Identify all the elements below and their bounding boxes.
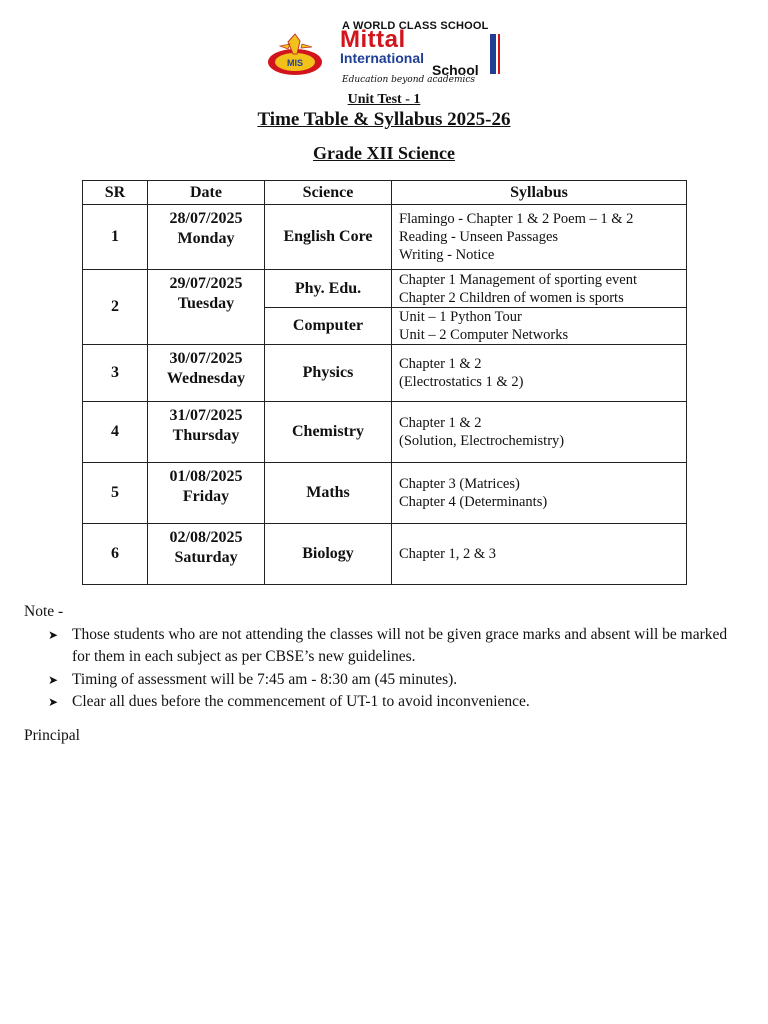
arrow-bullet-icon: ➤	[48, 627, 59, 642]
subject-cell: Chemistry	[265, 402, 392, 463]
subject-cell: Computer	[265, 308, 392, 345]
syllabus-cell	[392, 463, 687, 524]
subject-cell: Maths	[265, 463, 392, 524]
syllabus-line: Chapter 4 (Determinants)	[399, 494, 548, 510]
date-cell	[148, 402, 265, 463]
logo-name-line3: School	[432, 62, 479, 78]
list-item	[24, 691, 744, 714]
date-cell	[148, 463, 265, 524]
syllabus-cell	[392, 205, 687, 270]
syllabus-line: (Electrostatics 1 & 2)	[399, 374, 524, 390]
subject-cell: English Core	[265, 205, 392, 270]
syllabus-line: Writing - Notice	[399, 247, 495, 263]
syllabus-cell	[392, 524, 687, 585]
logo-name-line1: Mittal	[340, 26, 406, 53]
column-header-date: Date	[148, 181, 265, 205]
day-text: Saturday	[174, 549, 238, 566]
date-cell	[148, 270, 265, 345]
sr-cell: 5	[83, 463, 148, 524]
note-text: Clear all dues before the commencement of UT-1 to avoid inconvenience.	[72, 693, 530, 710]
sr-cell: 6	[83, 524, 148, 585]
subject-cell: Phy. Edu.	[265, 270, 392, 308]
table-row	[83, 402, 687, 463]
logo-tagline: A WORLD CLASS SCHOOL	[342, 20, 489, 32]
date-cell	[148, 205, 265, 270]
syllabus-cell	[392, 402, 687, 463]
day-text: Thursday	[172, 427, 240, 444]
table-row	[83, 524, 687, 585]
school-logo	[262, 20, 508, 84]
logo-bar-red	[498, 34, 500, 74]
unit-test-heading: Unit Test - 1	[347, 92, 421, 107]
syllabus-line: Chapter 3 (Matrices)	[399, 476, 520, 492]
logo-bar-blue	[490, 34, 496, 74]
syllabus-line: Unit – 2 Computer Networks	[399, 327, 569, 343]
column-header-sr: SR	[83, 181, 148, 205]
day-text: Friday	[182, 488, 230, 505]
date-text: 01/08/2025	[169, 468, 243, 485]
notes-label: Note -	[24, 603, 64, 620]
day-text: Monday	[177, 230, 235, 247]
list-item	[24, 669, 744, 692]
date-cell	[148, 524, 265, 585]
subject-cell: Biology	[265, 524, 392, 585]
syllabus-line: Chapter 1 & 2	[399, 356, 482, 372]
date-text: 02/08/2025	[169, 529, 243, 546]
principal-signature-label: Principal	[24, 727, 80, 744]
syllabus-line: Chapter 2 Children of women is sports	[399, 289, 624, 306]
table-row	[83, 270, 687, 308]
logo-name-line2: International	[340, 50, 425, 66]
table-row	[83, 345, 687, 402]
sr-cell: 3	[83, 345, 148, 402]
notes-list	[24, 624, 744, 714]
column-header-subject: Science	[265, 181, 392, 205]
column-header-syllabus: Syllabus	[392, 181, 687, 205]
syllabus-line: Chapter 1, 2 & 3	[399, 546, 497, 562]
syllabus-cell	[392, 270, 687, 308]
syllabus-line: Unit – 1 Python Tour	[399, 309, 522, 325]
sr-cell: 4	[83, 402, 148, 463]
grade-heading: Grade XII Science	[313, 143, 455, 163]
logo-slogan: Education beyond academics	[342, 75, 476, 85]
note-text: Those students who are not attending the classes will not be given grace marks and absent will be marked for them in each subject as per CBSE’s new guidelines.	[72, 625, 728, 665]
date-text: 29/07/2025	[169, 275, 243, 292]
day-text: Tuesday	[177, 295, 235, 312]
syllabus-cell	[392, 308, 687, 345]
syllabus-line: (Solution, Electrochemistry)	[399, 433, 565, 449]
arrow-bullet-icon: ➤	[48, 672, 59, 687]
table-row	[83, 205, 687, 270]
syllabus-line: Reading - Unseen Passages	[399, 229, 559, 245]
table-header-row	[83, 181, 687, 205]
table-row	[83, 463, 687, 524]
notes-section	[24, 601, 744, 714]
date-text: 30/07/2025	[169, 350, 243, 367]
syllabus-line: Chapter 1 Management of sporting event	[399, 271, 637, 288]
sr-cell: 2	[83, 270, 148, 345]
syllabus-line: Chapter 1 & 2	[399, 415, 482, 431]
timetable	[82, 180, 687, 585]
syllabus-line: Flamingo - Chapter 1 & 2 Poem – 1 & 2	[399, 211, 634, 227]
day-text: Wednesday	[166, 370, 246, 387]
date-cell	[148, 345, 265, 402]
date-text: 31/07/2025	[169, 407, 243, 424]
school-emblem-icon	[266, 32, 324, 76]
syllabus-cell	[392, 345, 687, 402]
emblem-text: MIS	[286, 58, 304, 68]
subject-cell: Physics	[265, 345, 392, 402]
arrow-bullet-icon: ➤	[48, 695, 59, 709]
sr-cell: 1	[83, 205, 148, 270]
date-text: 28/07/2025	[169, 210, 243, 227]
note-text: Timing of assessment will be 7:45 am - 8:30 am (45 minutes).	[72, 670, 458, 688]
page-title: Time Table & Syllabus 2025-26	[257, 109, 511, 130]
list-item	[24, 624, 744, 669]
